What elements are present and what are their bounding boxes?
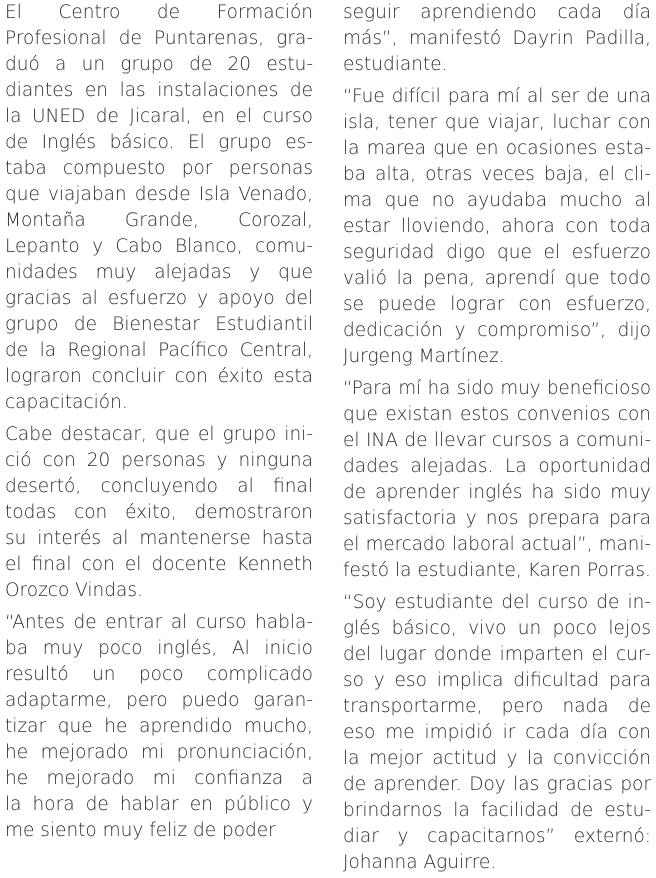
- text-line: diantes en las instalaciones de: [5, 80, 313, 101]
- text-line: Johanna Aguirre.: [343, 852, 497, 873]
- article-right-column: [343, 0, 651, 876]
- text-line: he mejorado mi pronunciación,: [5, 742, 313, 763]
- text-line: nidades muy alejadas y que: [5, 262, 313, 283]
- article-paragraph: [5, 610, 313, 844]
- text-line: seguridad digo que el esfuerzo: [343, 242, 651, 263]
- article-paragraph: [5, 0, 313, 416]
- text-line: de aprender inglés ha sido muy: [343, 482, 651, 503]
- text-line: resultó un poco complicado: [5, 664, 313, 685]
- text-line: “Soy estudiante del curso de in-: [343, 592, 651, 613]
- text-line: todas con éxito, demostraron: [5, 502, 313, 523]
- article-left-column: [5, 0, 313, 844]
- text-line: Lepanto y Cabo Blanco, comu-: [5, 236, 313, 257]
- text-line: duó a un grupo de 20 estu-: [5, 54, 313, 75]
- text-line: ba muy poco inglés, Al inicio: [5, 638, 313, 659]
- text-line: su interés al mantenerse hasta: [5, 528, 313, 549]
- text-line: de la Regional Pacífico Central,: [5, 340, 313, 361]
- text-line: Jurgeng Martínez.: [343, 346, 505, 367]
- text-line: más”, manifestó Dayrin Padilla,: [343, 28, 651, 49]
- text-line: festó la estudiante, Karen Porras.: [343, 560, 651, 581]
- text-line: dades alejadas. La oportunidad: [343, 456, 651, 477]
- article-paragraph: [343, 0, 651, 78]
- text-line: la marea que en ocasiones esta-: [343, 138, 651, 159]
- text-line: de aprender. Doy las gracias por: [343, 774, 651, 795]
- article-paragraph: [343, 376, 651, 584]
- text-line: que existan estos convenios con: [343, 404, 651, 425]
- text-line: la mejor actitud y la convicción: [343, 748, 651, 769]
- text-line: que viajaban desde Isla Venado,: [5, 184, 313, 205]
- text-line: desertó, concluyendo al final: [5, 476, 313, 497]
- text-line: he mejorado mi confianza a: [5, 768, 313, 789]
- text-line: el mercado laboral actual”, mani-: [343, 534, 651, 555]
- text-line: El Centro de Formación: [5, 2, 313, 23]
- text-line: grupo de Bienestar Estudiantil: [5, 314, 313, 335]
- text-line: Orozco Vindas.: [5, 580, 143, 601]
- text-line: ció con 20 personas y ninguna: [5, 450, 313, 471]
- text-line: estar lloviendo, ahora con toda: [343, 216, 651, 237]
- text-line: lograron concluir con éxito esta: [5, 366, 313, 387]
- text-line: glés básico, vivo un poco lejos: [343, 618, 651, 639]
- text-line: taba compuesto por personas: [5, 158, 313, 179]
- text-line: el INA de llevar cursos a comuni-: [343, 430, 651, 451]
- text-line: seguir aprendiendo cada día: [343, 2, 651, 23]
- text-line: adaptarme, pero puedo garan-: [5, 690, 313, 711]
- text-line: dedicación y compromiso”, dijo: [343, 320, 651, 341]
- text-line: ma que no ayudaba mucho al: [343, 190, 651, 211]
- text-line: capacitación.: [5, 392, 128, 413]
- text-line: Cabe destacar, que el grupo ini-: [5, 424, 313, 445]
- text-line: del lugar donde imparten el cur-: [343, 644, 651, 665]
- article-paragraph: [343, 84, 651, 370]
- text-line: “Para mí ha sido muy beneficioso: [343, 378, 651, 399]
- text-line: estudiante.: [343, 54, 448, 75]
- text-line: eso me impidió ir cada día con: [343, 722, 651, 743]
- text-line: transportarme, pero nada de: [343, 696, 651, 717]
- text-line: “Fue difícil para mí al ser de una: [343, 86, 651, 107]
- text-line: Montaña Grande, Corozal,: [5, 210, 313, 231]
- text-line: ba alta, otras veces baja, el cli-: [343, 164, 651, 185]
- text-line: so y eso implica dificultad para: [343, 670, 651, 691]
- text-line: la hora de hablar en público y: [5, 794, 313, 815]
- text-line: diar y capacitarnos” externó:: [343, 826, 651, 847]
- text-line: satisfactoria y nos prepara para: [343, 508, 651, 529]
- text-line: valió la pena, aprendí que todo: [343, 268, 651, 289]
- article-paragraph: [5, 422, 313, 604]
- text-line: isla, tener que viajar, luchar con: [343, 112, 651, 133]
- text-line: tizar que he aprendido mucho,: [5, 716, 313, 737]
- text-line: de Inglés básico. El grupo es-: [5, 132, 313, 153]
- text-line: el final con el docente Kenneth: [5, 554, 313, 575]
- text-line: se puede lograr con esfuerzo,: [343, 294, 651, 315]
- text-line: Profesional de Puntarenas, gra-: [5, 28, 313, 49]
- text-line: “Antes de entrar al curso habla-: [5, 612, 313, 633]
- article-paragraph: [343, 590, 651, 876]
- text-line: me siento muy feliz de poder: [5, 820, 276, 841]
- text-line: gracias al esfuerzo y apoyo del: [5, 288, 313, 309]
- text-line: brindarnos la facilidad de estu-: [343, 800, 651, 821]
- text-line: la UNED de Jicaral, en el curso: [5, 106, 313, 127]
